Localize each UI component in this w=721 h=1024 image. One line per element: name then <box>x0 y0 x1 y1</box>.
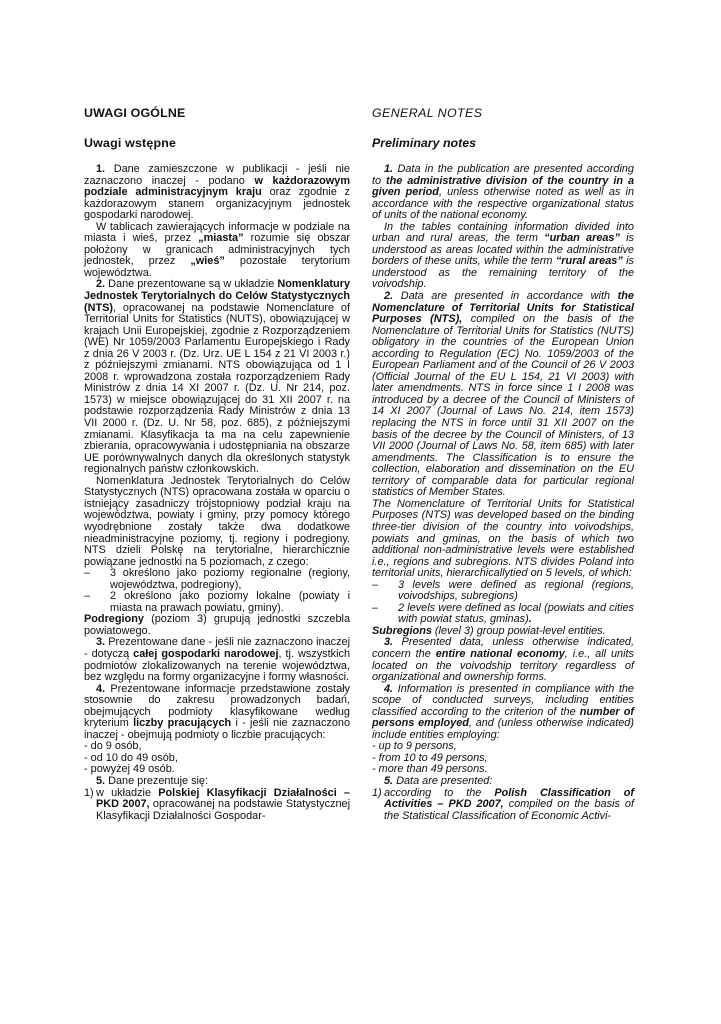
text-run: , and (unless otherwise indicated) include entities employing: <box>372 717 634 741</box>
text-run: oraz zgodnie z każdorazowym stanem organizacyjnym jednostek gospodarki narodowej. <box>84 186 350 222</box>
list-item-text <box>96 787 350 822</box>
section-heading-en: Preliminary notes <box>372 136 476 150</box>
text-run: i - jeśli nie zaznaczono inaczej - obejmują podmioty o liczbie pracujących: <box>84 717 351 741</box>
section-heading-pl: Uwagi wstępne <box>84 136 177 150</box>
range-item: - od 10 do 49 osób, <box>84 751 178 764</box>
range-item: - powyżej 49 osób. <box>84 763 175 776</box>
text-run: is understood as the remaining territory of the voivodship. <box>372 255 634 291</box>
text-run: (poziom 3) grupują jednostki szczebla powiatowego. <box>84 613 350 637</box>
list-item <box>372 603 634 626</box>
bold-text: Polskiej Klasyfikacji Działalności – PKD 2007, <box>96 786 350 811</box>
bold-text: . <box>528 613 532 626</box>
text-run: Data are presented in accordance with <box>393 290 618 303</box>
paragraph <box>84 164 350 222</box>
paragraph <box>372 291 634 499</box>
bold-text: 5. <box>384 774 394 787</box>
text-run: (level 3) group powiat-level entities. <box>431 624 606 637</box>
paragraph <box>372 222 634 291</box>
text-run: , tj. wszystkich podmiotów zlokalizowanych na terenie województwa, bez względu na formy organizacyjne i formy własności. <box>84 647 351 684</box>
paragraph <box>84 614 350 637</box>
text-run: W tablicach zawierających informacje w podziale na miasta i wieś, przez <box>84 220 350 245</box>
text-run: Prezentowane dane - jeśli nie zaznaczono inaczej - dotyczą <box>84 636 350 660</box>
paragraph <box>84 637 350 683</box>
paragraph <box>372 637 634 683</box>
bold-text: Nomenklatury Jednostek Terytorialnych do Celów Statystycznych (NTS) <box>84 278 350 314</box>
text-run: compiled on the basis of the Nomenclature of Territorial Units for Statistics (NUTS) obligatory in the countries of the European Union according to Regulation (EC) No. 1059/2003 of the European Parliament and of the Council of 26 V 2003 (Official Journal of the EU L 154, 21 VI 2003) with later amendments. NTS in force since 1 I 2008 was introduced by a decree of the Council of Ministers of 14 XI 2007 (Journal of Laws No. 214, item 1573) replacing the NTS in force until 31 XII 2007 on the basis of the decree by the Council of Ministers, of 13 VII 2000 (Journal of Laws No. 58, item 685) with later amendments. The Classification is to ensure the collection, elaboration and dissemination on the EU territory of comparable data for particular regional statistics of Member States. <box>372 313 635 499</box>
dash-list <box>372 580 634 626</box>
paragraph <box>84 476 350 568</box>
paragraph <box>84 279 350 475</box>
list-number: 1) <box>84 786 94 799</box>
range-item: - do 9 osób, <box>84 740 142 753</box>
bold-text: the administrative division of the country in a given period <box>372 174 634 199</box>
bold-text: “rural areas” <box>555 255 623 268</box>
text-run: rozumie się obszar położony w granicach administracyjnych tych jednostek, przez <box>84 232 351 268</box>
page-title-en: GENERAL NOTES <box>372 106 483 120</box>
text-run: Prezentowane informacje przedstawione zostały stosownie do zakresu prowadzonych badań, obejmujących podmioty klasyfikowane według kryterium <box>84 682 350 730</box>
paragraph <box>372 164 634 222</box>
text-run: , i.e., all units located on the voivodship territory regardless of organizational and ownership forms. <box>372 647 634 684</box>
bold-text: 1. <box>384 163 394 175</box>
bold-text: Subregions <box>372 624 432 637</box>
paragraph <box>84 222 350 280</box>
bold-text: 4. <box>96 682 106 695</box>
text-run: Dane prezentowane są w układzie <box>105 278 278 291</box>
text-run: Data are presented: <box>393 774 493 787</box>
text-run: compiled on the basis of the Statistical Classification of Economic Activi- <box>384 798 634 822</box>
list-item: – 3 levels were defined as regional (regions, voivodships, subregions) <box>372 580 634 603</box>
text-run: Information is presented in compliance with the scope of conducted surveys, including entities classified according to the criterion of the <box>372 682 634 718</box>
list-item-text <box>384 787 634 822</box>
numbered-list <box>372 788 634 823</box>
text-run: Data in the publication are presented according to <box>372 163 634 187</box>
bold-text: w każdorazowym podziale administracyjnym kraju <box>84 174 351 199</box>
bold-text: the Nomenclature of Territorial Units for Statistical Purposes (NTS), <box>372 290 634 326</box>
text-run: , opracowanej na podstawie Nomenclature of Territorial Units for Statistics (NUTS), obowiązującej w krajach Unii Europejskiej, zgodnie z Rozporządzeniem (WE) Nr 1059/2003 Parlamentu Europejskiego i Rady z dnia 26 V 2003 r. (Dz. Urz. UE L 154 z 21 VI 2003 r.) z późniejszymi zmianami. NTS obowiązująca od 1 I 2008 r. wprowadzona została rozporządzeniem Rady Ministrów z dnia 14 XI 2007 r. (Dz. U. Nr 214, poz. 1573) w miejsce obowiązującej do 31 XII 2007 r. na podstawie rozporządzenia Rady Ministrów z dnia 13 VII 2000 r. (Dz. U. Nr 58, poz. 685), z późniejszymi zmianami. Klasyfikacja ta ma na celu zapewnienie zbierania, opracowywania i udostępniania na obszarze UE porównywalnych danych dla określonych statystyk regionalnych państw członkowskich. <box>84 301 350 476</box>
text-run: , unless otherwise noted as well as in accordance with the respective organizational status of units of the national economy. <box>372 186 635 222</box>
text-run: Presented data, unless otherwise indicated, concern the <box>372 636 634 660</box>
bold-text: całej gospodarki narodowej <box>133 647 279 660</box>
bold-text: Polish Classification of Activities – PKD 2007, <box>384 786 634 811</box>
list-item <box>84 788 350 823</box>
text-run: Dane zamieszczone w publikacji - jeśli nie zaznaczono inaczej - podano <box>84 163 350 187</box>
range-item: - from 10 to 49 persons, <box>372 751 488 764</box>
text-run: opracowanej na podstawie Statystycznej Klasyfikacji Działalności Gospodar- <box>96 798 351 822</box>
text-run: pozostałe terytorium województwa. <box>84 255 350 279</box>
text-run: is understood as areas located within the administrative borders of these units, while the term <box>372 232 634 268</box>
bold-text: liczby pracujących <box>133 717 232 730</box>
text-run: The Nomenclature of Territorial Units for Statistical Purposes (NTS) was developed based on the binding three-tier division of the country into voivodships, powiats and gminas, on the basis of which two additional non-administrative levels were established i.e., regions and subregions. NTS divides Poland into territorial units, hierarchicallytied on 5 levels, of which: <box>372 497 634 580</box>
bold-text: 5. <box>96 774 106 787</box>
bold-text: entire national economy <box>435 647 565 660</box>
bold-text: “urban areas” <box>544 232 620 245</box>
list-item: – 2 określono jako poziomy lokalne (powiaty i miasta na prawach powiatu, gminy). <box>84 591 350 614</box>
bold-text: 2. <box>384 290 394 303</box>
page-title-pl: UWAGI OGÓLNE <box>84 106 186 120</box>
range-item: - more than 49 persons. <box>372 763 488 776</box>
list-item: – 3 określono jako poziomy regionalne (regiony, województwa, podregiony), <box>84 568 350 591</box>
bold-text: „wieś” <box>190 255 225 268</box>
numbered-list <box>84 788 350 823</box>
polish-column <box>84 104 350 822</box>
bold-text: 3. <box>96 636 106 649</box>
dash-list <box>84 568 350 614</box>
bold-text: number of persons employed <box>372 705 634 730</box>
bold-text: 3. <box>384 636 394 649</box>
paragraph <box>372 684 634 742</box>
bold-text: 4. <box>384 682 394 695</box>
english-column <box>372 104 634 822</box>
list-item <box>372 788 634 823</box>
text-run: 2 levels were defined as local (powiats and cities with powiat status, gminas) <box>398 601 634 626</box>
text-run: Nomenklatura Jednostek Terytorialnych do Celów Statystycznych (NTS) opracowana została w oparciu o istniejący zasadniczy trójstopniowy podział kraju na województwa, powiaty i gminy, przy pomocy którego wyodrębnione zostały także dwa dodatkowe nieadministracyjne poziomy, tj. regiony i podregiony. NTS dzieli Polskę na terytorialne, hierarchicznie powiązane jednostki na 5 poziomach, z czego: <box>84 474 350 568</box>
text-run: w układzie <box>96 786 159 799</box>
bold-text: 1. <box>96 163 106 175</box>
list-number: 1) <box>372 786 382 799</box>
range-item: - up to 9 persons, <box>372 740 457 753</box>
text-run: Dane prezentuje się: <box>105 774 209 787</box>
bold-text: Podregiony <box>84 613 144 626</box>
text-run: according to the <box>384 786 495 799</box>
paragraph <box>372 499 634 580</box>
paragraph <box>84 684 350 742</box>
bold-text: 2. <box>96 278 106 291</box>
text-run: In the tables containing information divided into urban and rural areas, the term <box>372 220 634 245</box>
bold-text: „miasta” <box>198 232 244 245</box>
